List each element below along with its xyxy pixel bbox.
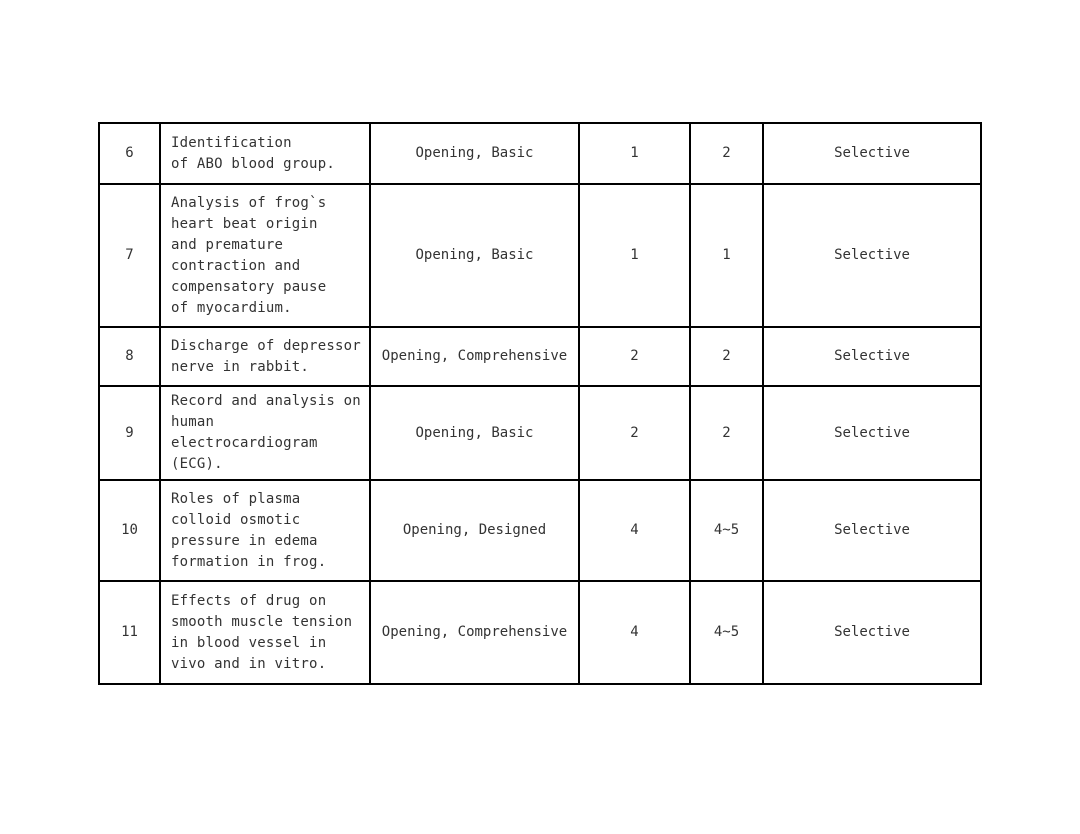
row-number-cell: 10 [99,480,160,581]
value-b-cell: 1 [690,184,763,327]
row-number-cell: 8 [99,327,160,386]
value-b-cell: 4~5 [690,480,763,581]
experiment-type-cell: Opening, Basic [370,184,579,327]
experiment-title-cell: Effects of drug on smooth muscle tension in blood vessel in vivo and in vitro. [160,581,370,684]
value-a-cell: 1 [579,184,690,327]
value-a-cell: 4 [579,480,690,581]
value-b-cell: 2 [690,386,763,480]
value-b-cell: 4~5 [690,581,763,684]
nature-cell: Selective [763,581,981,684]
experiment-type-cell: Opening, Comprehensive [370,581,579,684]
nature-cell: Selective [763,480,981,581]
nature-cell: Selective [763,184,981,327]
row-number-cell: 7 [99,184,160,327]
experiment-title-cell: Roles of plasma colloid osmotic pressure in edema formation in frog. [160,480,370,581]
experiment-type-cell: Opening, Designed [370,480,579,581]
table-row [99,581,981,684]
table-row [99,480,981,581]
experiment-type-cell: Opening, Basic [370,123,579,184]
experiment-title-cell: Identification of ABO blood group. [160,123,370,184]
experiment-type-cell: Opening, Comprehensive [370,327,579,386]
experiment-type-cell: Opening, Basic [370,386,579,480]
value-a-cell: 2 [579,327,690,386]
nature-cell: Selective [763,386,981,480]
nature-cell: Selective [763,123,981,184]
experiment-title-cell: Analysis of frog`s heart beat origin and premature contraction and compensatory pause of myocardium. [160,184,370,327]
value-a-cell: 1 [579,123,690,184]
table-row [99,184,981,327]
value-b-cell: 2 [690,123,763,184]
experiments-table [98,122,982,685]
row-number-cell: 9 [99,386,160,480]
experiment-title-cell: Discharge of depressor nerve in rabbit. [160,327,370,386]
value-a-cell: 2 [579,386,690,480]
value-b-cell: 2 [690,327,763,386]
experiment-title-cell: Record and analysis on human electrocardiogram (ECG). [160,386,370,480]
table-row [99,386,981,480]
row-number-cell: 6 [99,123,160,184]
table-row [99,327,981,386]
table-row [99,123,981,184]
row-number-cell: 11 [99,581,160,684]
nature-cell: Selective [763,327,981,386]
value-a-cell: 4 [579,581,690,684]
